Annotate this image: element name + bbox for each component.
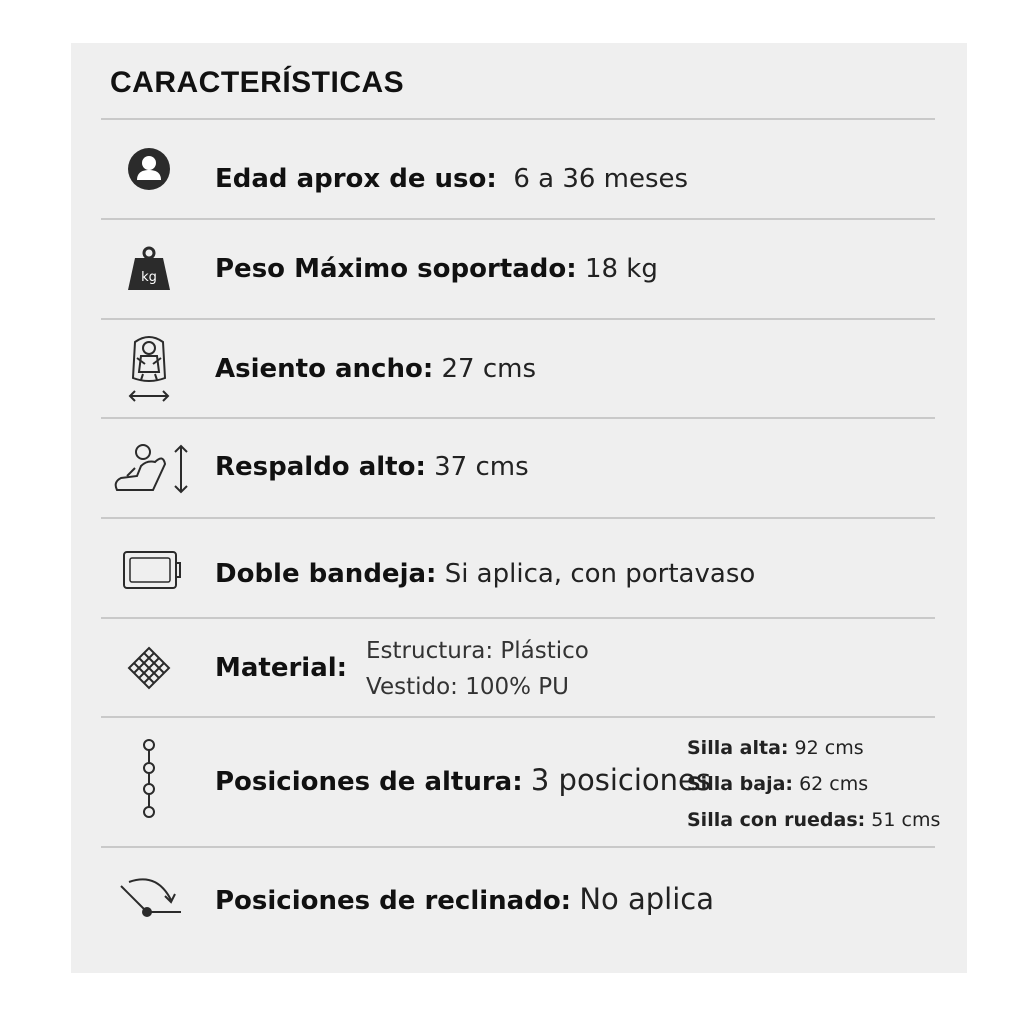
height-positions-icon — [115, 738, 183, 820]
feature-row-age — [101, 120, 935, 218]
feature-value: 37 cms — [434, 452, 529, 482]
feature-label: Respaldo alto: — [215, 452, 426, 482]
feature-value: 3 posiciones — [530, 763, 711, 797]
material-cover: Vestido: 100% PU — [366, 674, 569, 700]
feature-row-material — [101, 619, 935, 716]
feature-row-backrest — [101, 419, 935, 517]
height-detail: Silla baja: 62 cms — [687, 773, 869, 795]
person-icon — [115, 140, 183, 198]
feature-row-height-positions — [101, 718, 941, 846]
feature-label: Peso Máximo soportado: — [215, 254, 577, 284]
weight-icon — [115, 244, 183, 294]
material-weave-icon — [115, 645, 183, 691]
height-detail: Silla alta: 92 cms — [687, 737, 864, 759]
feature-value: Si aplica, con portavaso — [444, 559, 756, 589]
feature-label: Material: — [215, 653, 348, 683]
recline-icon — [115, 874, 185, 922]
feature-value: 18 kg — [584, 254, 658, 284]
feature-label: Edad aprox de uso: — [215, 164, 497, 194]
feature-value: No aplica — [579, 882, 715, 916]
feature-label: Posiciones de altura: — [215, 767, 523, 797]
seat-width-icon — [115, 334, 183, 406]
backrest-height-icon — [109, 441, 193, 497]
feature-row-seat-width — [101, 320, 935, 417]
feature-label: Asiento ancho: — [215, 354, 434, 384]
feature-label: Posiciones de reclinado: — [215, 886, 572, 916]
height-detail: Silla con ruedas: 51 cms — [687, 809, 941, 831]
feature-row-tray — [101, 519, 935, 617]
feature-value: 27 cms — [441, 354, 537, 384]
tray-icon — [117, 549, 185, 591]
feature-row-recline — [101, 848, 935, 948]
feature-row-weight — [101, 220, 935, 318]
feature-label: Doble bandeja: — [215, 559, 437, 589]
feature-value: 6 a 36 meses — [513, 164, 689, 194]
page-title: CARACTERÍSTICAS — [110, 66, 405, 99]
svg-text:kg: kg — [141, 270, 157, 285]
material-structure: Estructura: Plástico — [366, 638, 589, 664]
